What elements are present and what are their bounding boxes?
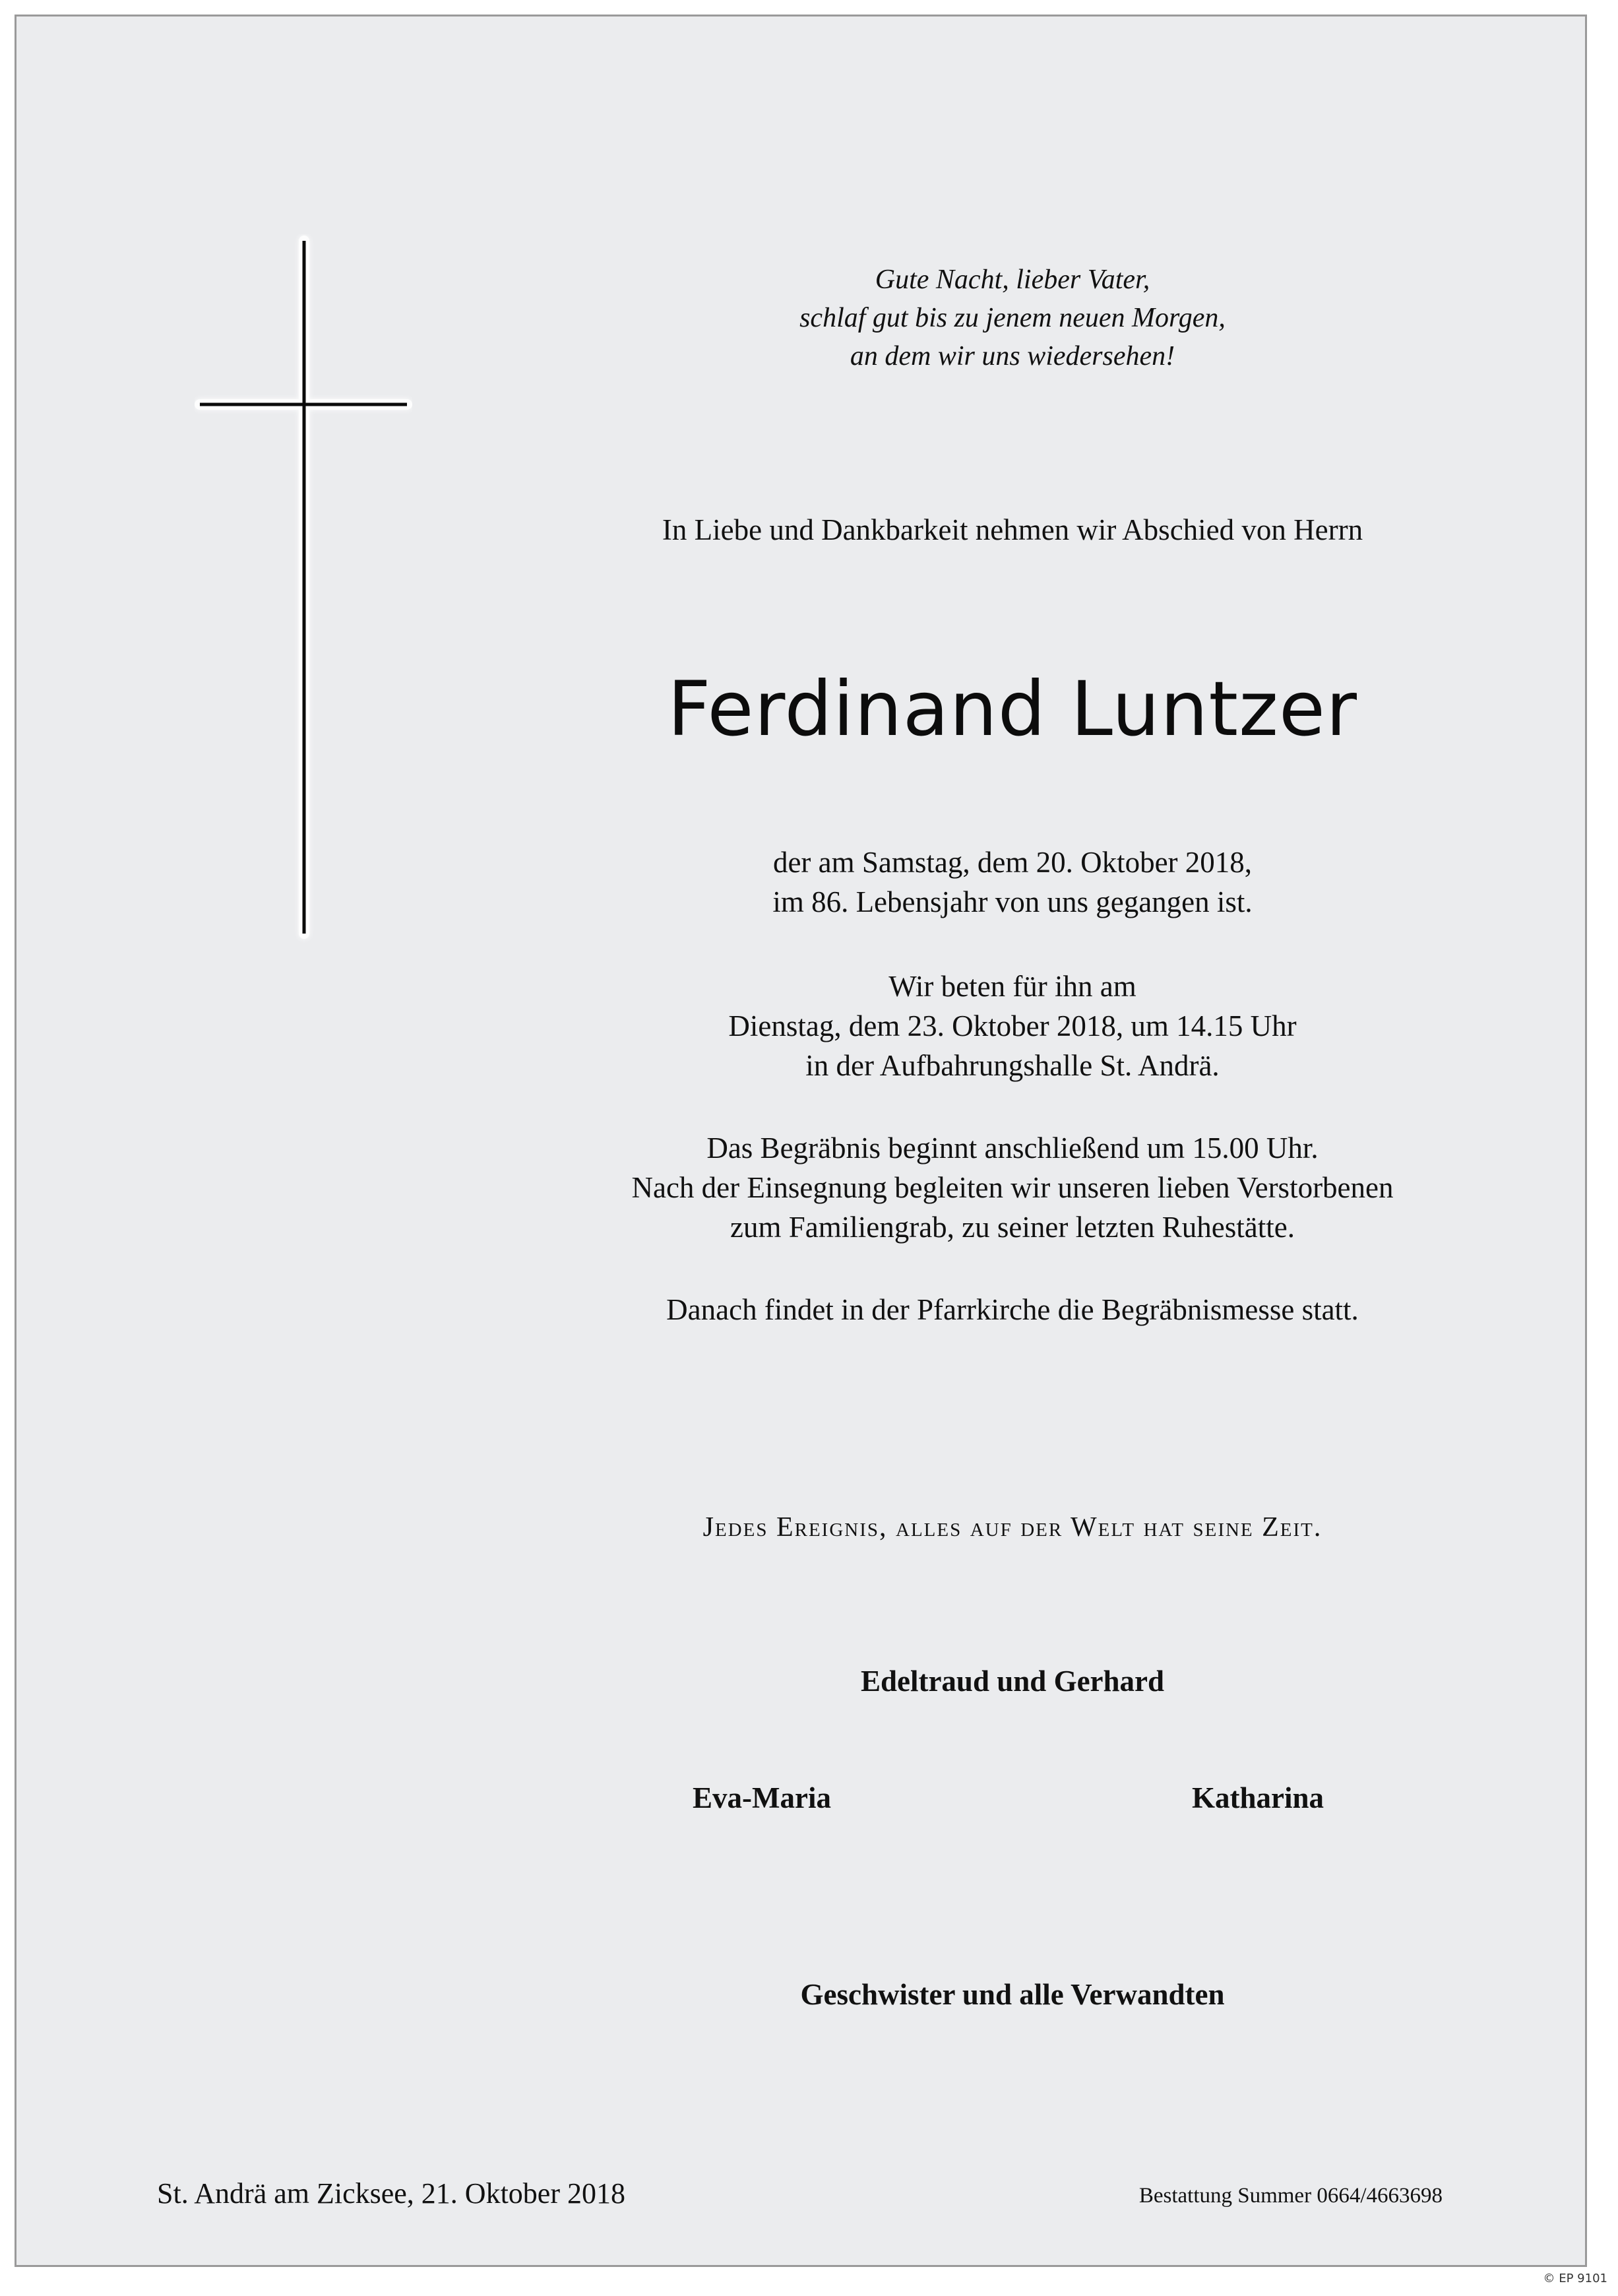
mourner-right: Katharina	[1191, 1781, 1324, 1814]
opening-quote	[577, 261, 1448, 375]
reference-code: © EP 9101	[1543, 2272, 1607, 2285]
quote-line: an dem wir uns wiedersehen!	[850, 341, 1175, 371]
prayer-info	[577, 967, 1448, 1085]
burial-info	[577, 1128, 1448, 1247]
prayer-info-line: in der Aufbahrungshalle St. Andrä.	[805, 1049, 1220, 1082]
burial-info-line: zum Familiengrab, zu seiner letzten Ruhestätte.	[730, 1211, 1295, 1244]
mourners-main: Edeltraud und Gerhard	[860, 1665, 1165, 1698]
mass-info: Danach findet in der Pfarrkirche die Begräbnismesse statt.	[666, 1293, 1359, 1326]
deceased-name: Ferdinand Luntzer	[668, 665, 1357, 753]
intro-text: In Liebe und Dankbarkeit nehmen wir Abschied von Herrn	[662, 513, 1363, 546]
closing-motto: Jedes Ereignis, alles auf der Welt hat seine Zeit.	[702, 1512, 1322, 1543]
mourner-left: Eva-Maria	[693, 1781, 831, 1814]
prayer-info-line: Dienstag, dem 23. Oktober 2018, um 14.15 Uhr	[728, 1009, 1297, 1042]
place-date: St. Andrä am Zicksee, 21. Oktober 2018	[157, 2177, 625, 2210]
death-info-line: im 86. Lebensjahr von uns gegangen ist.	[772, 885, 1253, 918]
burial-info-line: Nach der Einsegnung begleiten wir unseren lieben Verstorbenen	[631, 1171, 1394, 1204]
prayer-info-line: Wir beten für ihn am	[888, 970, 1136, 1003]
obituary-card	[15, 15, 1587, 2267]
death-info	[577, 843, 1448, 922]
cross-icon	[195, 234, 412, 947]
mourners-others: Geschwister und alle Verwandten	[800, 1978, 1225, 2011]
quote-line: schlaf gut bis zu jenem neuen Morgen,	[799, 303, 1226, 333]
funeral-home: Bestattung Summer 0664/4663698	[1138, 2184, 1443, 2208]
burial-info-line: Das Begräbnis beginnt anschließend um 15.00 Uhr.	[706, 1132, 1319, 1164]
quote-line: Gute Nacht, lieber Vater,	[875, 265, 1150, 295]
death-info-line: der am Samstag, dem 20. Oktober 2018,	[772, 846, 1253, 879]
